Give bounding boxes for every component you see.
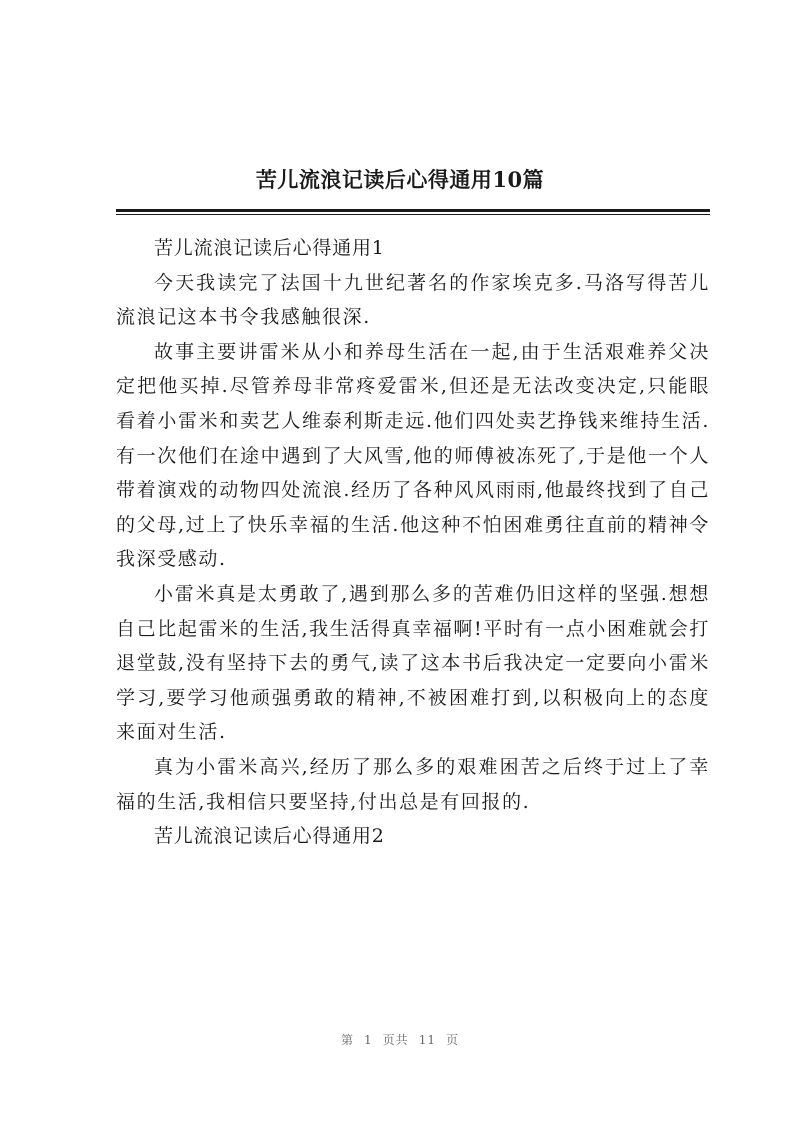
title-underline-thin (116, 214, 710, 215)
footer-current-page: 1 (364, 1033, 373, 1047)
paragraph-1: 今天我读完了法国十九世纪著名的作家埃克多.马洛写得苦儿流浪记这本书令我感触很深. (116, 271, 710, 329)
document-title: 苦儿流浪记读后心得通用10篇 (255, 167, 545, 192)
section-heading-2: 苦儿流浪记读后心得通用2 (154, 825, 385, 848)
paragraph-2: 故事主要讲雷米从小和养母生活在一起,由于生活艰难养父决定把他买掉.尽管养母非常疼爱雷米,但还是无法改变决定,只能眼看着小雷米和卖艺人维泰利斯走远.他们四处卖艺挣钱来维持生活.有一次他们在途中遇到了大风雪,他的师傅被冻死了,于是他一个人带着演戏的动物四处流浪.经历了各种风风雨雨,他最终找到了自己的父母,过上了快乐幸福的生活.他这种不怕困难勇往直前的精神令我深受感动. (116, 340, 710, 571)
footer-of-label: 页共 (382, 1033, 409, 1047)
section-heading-1: 苦儿流浪记读后心得通用1 (154, 237, 385, 259)
footer-page-label: 第 (341, 1033, 355, 1047)
paragraph-3: 小雷米真是太勇敢了,遇到那么多的苦难仍旧这样的坚强.想想自己比起雷米的生活,我生活得真幸福啊!平时有一点小困难就会打退堂鼓,没有坚持下去的勇气,读了这本书后我决定一定要向小雷米学习,要学习他顽强勇敢的精神,不被困难打到,以积极向上的态度来面对生活. (116, 582, 710, 744)
title-underline-thick (116, 209, 710, 212)
footer-total-pages: 11 (418, 1033, 436, 1047)
footer-end-label: 页 (445, 1033, 459, 1047)
paragraph-4: 真为小雷米高兴,经历了那么多的艰难困苦之后终于过上了幸福的生活,我相信只要坚持,付出总是有回报的. (116, 755, 710, 813)
document-body (116, 231, 710, 854)
page-footer (0, 1031, 800, 1048)
